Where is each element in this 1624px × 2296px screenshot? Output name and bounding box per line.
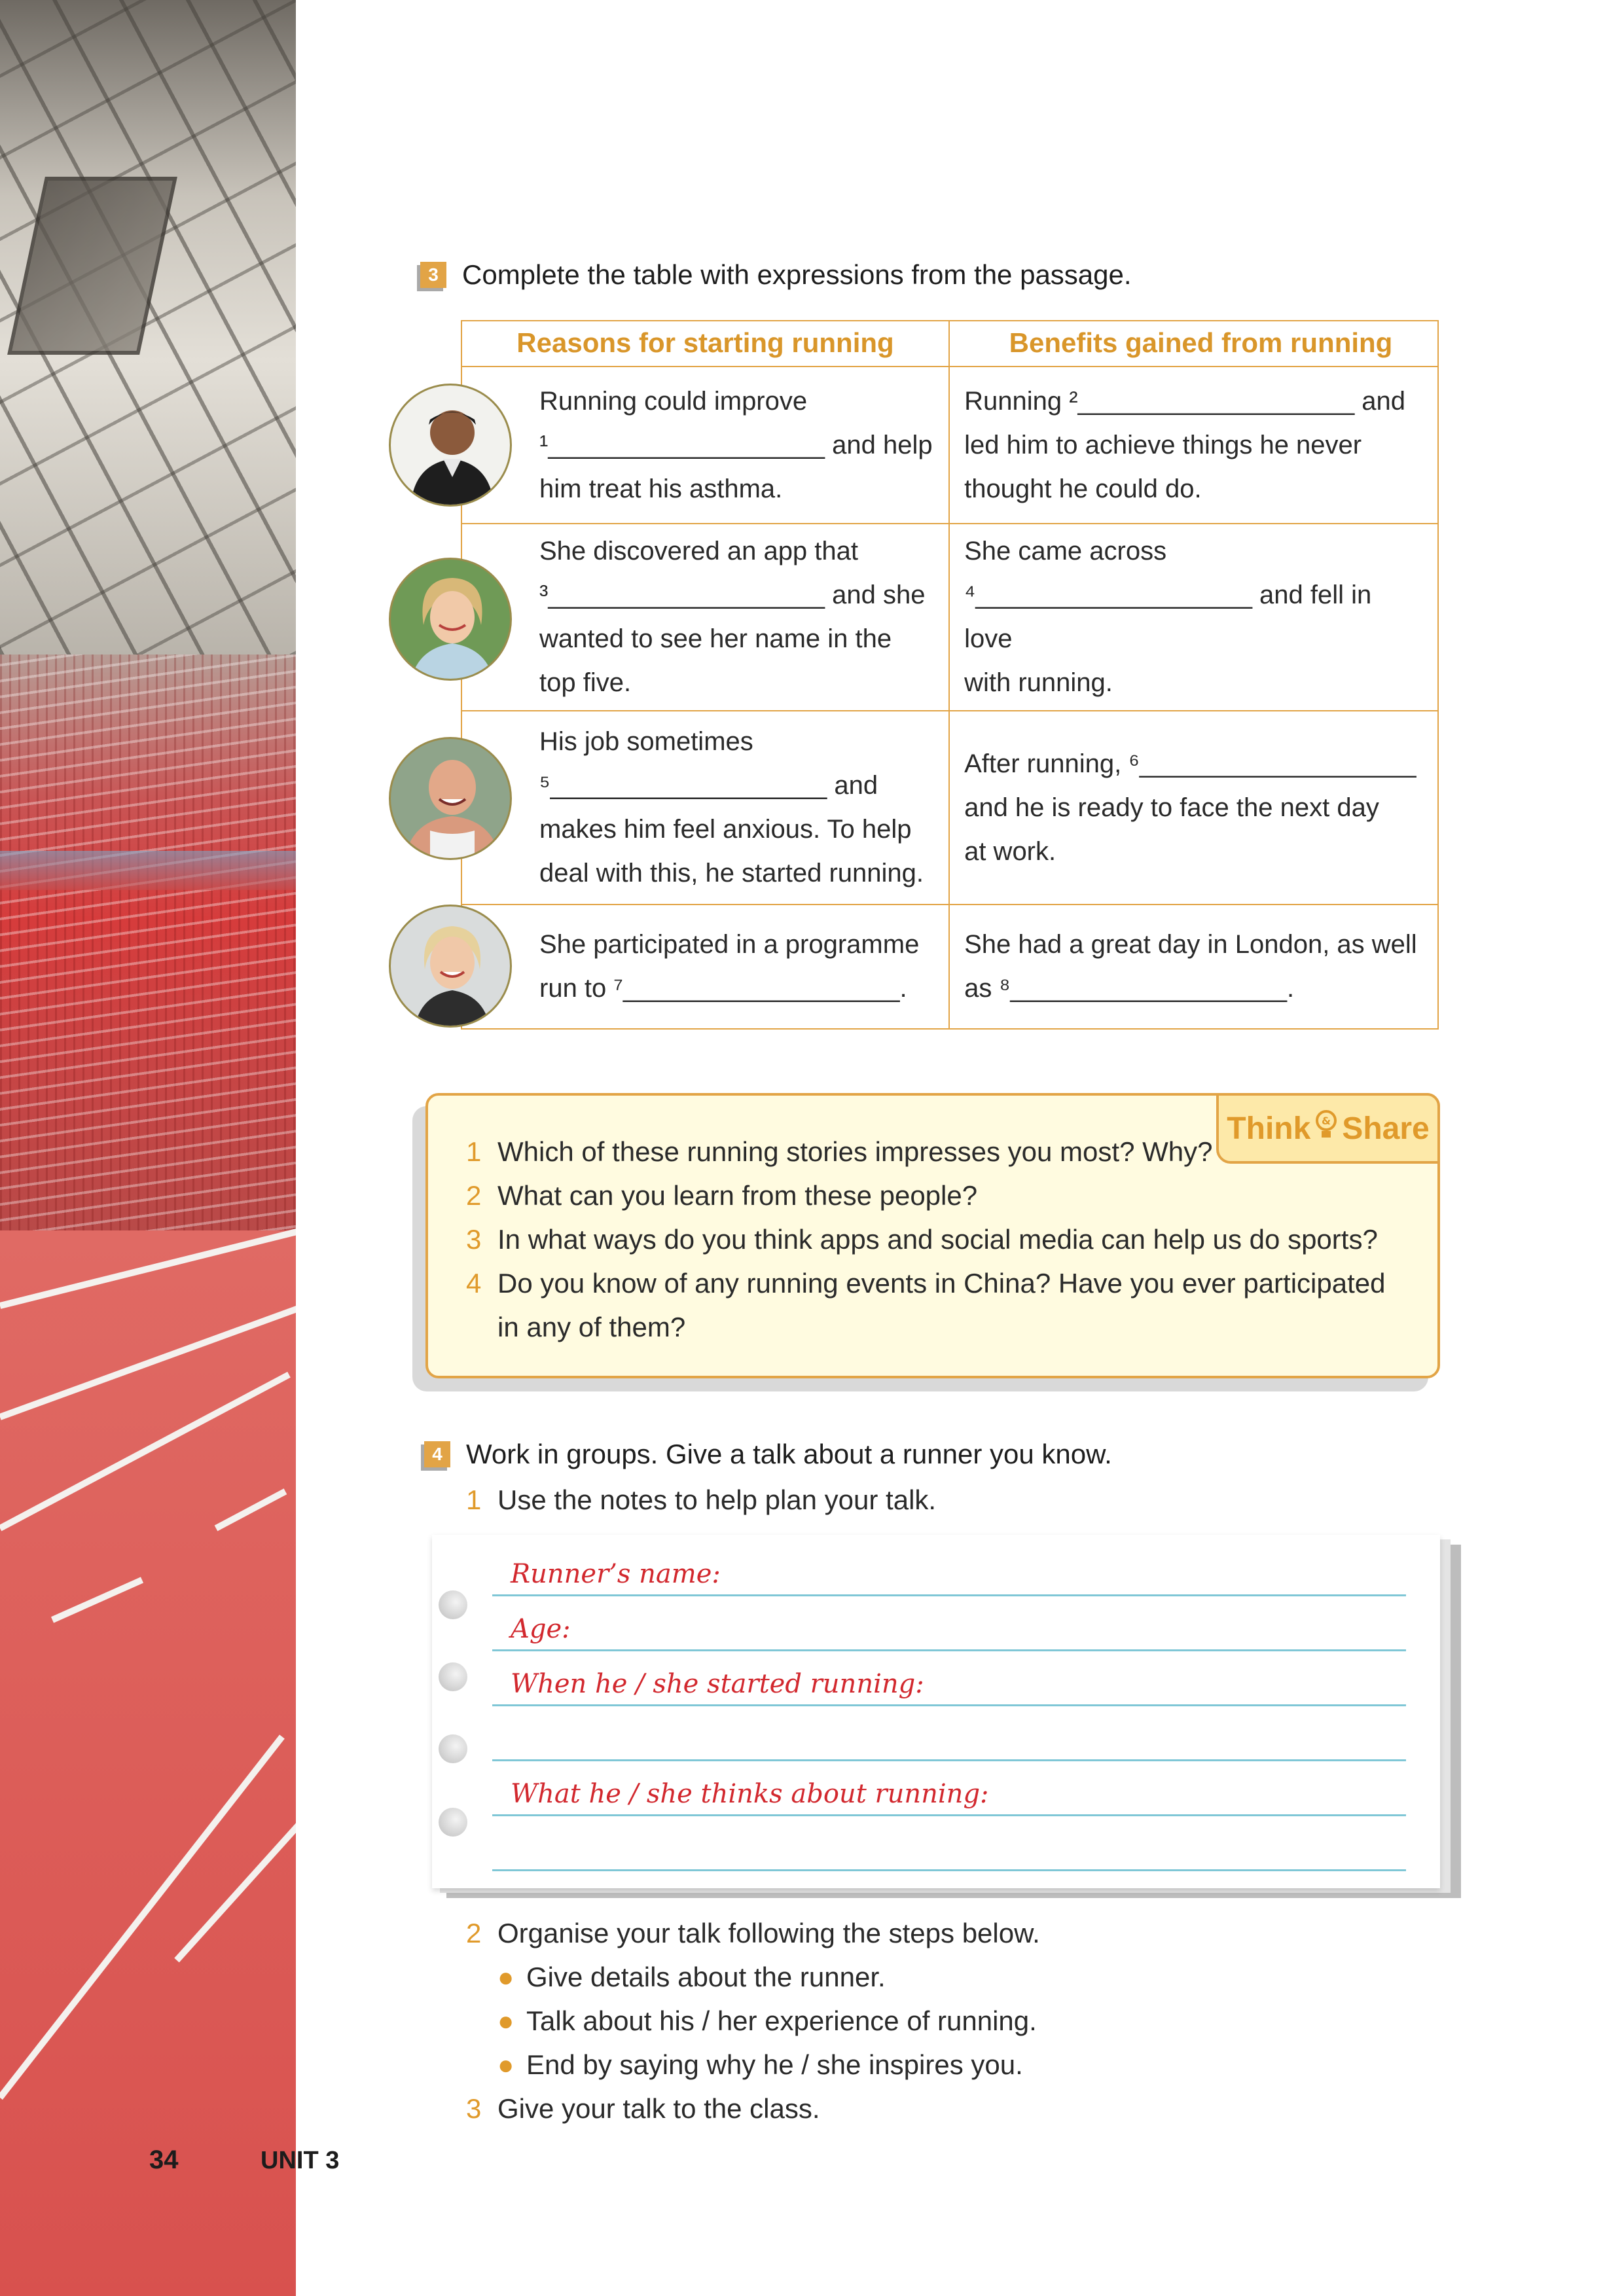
list-item bbox=[466, 2043, 1040, 2087]
question-text: In what ways do you think apps and social media can help us do sports? bbox=[497, 1224, 1378, 1255]
column-header: Reasons for starting running bbox=[462, 321, 950, 366]
column-header: Benefits gained from running bbox=[1009, 327, 1393, 358]
avatar-runner-4 bbox=[389, 905, 512, 1028]
blank-8[interactable]: as ⁸___________________. bbox=[964, 974, 1295, 1003]
started-running-field[interactable]: When he / she started running: bbox=[511, 1669, 924, 1699]
expressions-table bbox=[461, 320, 1439, 1030]
avatar-runner-2 bbox=[389, 558, 512, 681]
list-item bbox=[466, 1217, 1385, 1261]
question-text: Which of these running stories impresses you most? Why? bbox=[497, 1136, 1213, 1167]
cell-line: at work. bbox=[964, 836, 1056, 866]
table-row bbox=[462, 904, 1437, 1028]
blank-5[interactable]: ⁵___________________ and bbox=[539, 771, 878, 800]
cell-line: makes him feel anxious. To help bbox=[539, 815, 912, 844]
binder-hole bbox=[439, 1734, 467, 1763]
age-field[interactable]: Age: bbox=[511, 1614, 571, 1644]
note-line bbox=[492, 1814, 1406, 1816]
thinks-about-running-field[interactable]: What he / she thinks about running: bbox=[511, 1779, 989, 1809]
bullet-icon: ● bbox=[497, 1962, 514, 1992]
binder-hole bbox=[439, 1590, 467, 1619]
blank-6[interactable]: After running, ⁶___________________ bbox=[964, 749, 1416, 778]
stadium-stands bbox=[0, 655, 296, 1244]
exercise-3-instruction bbox=[420, 259, 1132, 291]
bullet-text: Talk about his / her experience of running. bbox=[526, 2005, 1037, 2036]
exercise-number: 4 bbox=[424, 1441, 450, 1467]
reason-cell bbox=[462, 711, 950, 904]
item-number: 2 bbox=[466, 1918, 482, 1948]
list-item bbox=[466, 1999, 1040, 2043]
step-text: Use the notes to help plan your talk. bbox=[497, 1484, 937, 1515]
list-item bbox=[466, 1261, 1385, 1305]
note-line bbox=[492, 1704, 1406, 1706]
step-3 bbox=[466, 2087, 1040, 2130]
reason-cell bbox=[462, 367, 950, 523]
note-line bbox=[492, 1594, 1406, 1596]
instruction-text: Work in groups. Give a talk about a runner you know. bbox=[466, 1439, 1112, 1469]
binder-hole bbox=[439, 1662, 467, 1691]
bullet-text: Give details about the runner. bbox=[526, 1962, 886, 1992]
exercise-4-instruction bbox=[424, 1439, 1112, 1470]
cell-line: She came across bbox=[964, 537, 1167, 565]
step-text: Organise your talk following the steps below. bbox=[497, 1918, 1040, 1948]
benefit-cell bbox=[950, 711, 1437, 904]
table-header-row bbox=[462, 321, 1437, 366]
avatar-runner-1 bbox=[389, 384, 512, 507]
cell-line: and he is ready to face the next day bbox=[964, 793, 1379, 822]
bullet-icon: ● bbox=[497, 2005, 514, 2036]
stadium-photo bbox=[0, 0, 296, 2296]
note-line bbox=[492, 1649, 1406, 1651]
reason-cell bbox=[462, 905, 950, 1028]
item-number: 3 bbox=[466, 2093, 482, 2124]
cell-line: top five. bbox=[539, 668, 632, 697]
list-item bbox=[466, 1305, 1385, 1349]
step-text: Give your talk to the class. bbox=[497, 2093, 820, 2124]
item-number: 1 bbox=[466, 1484, 482, 1515]
cell-line: She discovered an app that bbox=[539, 537, 859, 565]
badge-amp: & bbox=[1322, 1114, 1331, 1127]
stands-band bbox=[0, 851, 296, 890]
benefit-cell bbox=[950, 524, 1437, 710]
blank-7[interactable]: run to ⁷___________________. bbox=[539, 974, 907, 1003]
step-1 bbox=[466, 1478, 936, 1522]
cell-line: with running. bbox=[964, 668, 1113, 697]
item-number: 1 bbox=[466, 1136, 482, 1167]
list-item bbox=[466, 1955, 1040, 1999]
blank-4[interactable]: ⁴___________________ and fell in love bbox=[964, 581, 1372, 653]
item-number: 4 bbox=[466, 1268, 482, 1299]
cell-line: His job sometimes bbox=[539, 727, 753, 756]
step-2 bbox=[466, 1911, 1040, 1955]
blank-3[interactable]: ³___________________ and she bbox=[539, 581, 926, 609]
item-number bbox=[466, 1305, 497, 1349]
table-row bbox=[462, 366, 1437, 523]
reason-cell bbox=[462, 524, 950, 710]
question-text: in any of them? bbox=[497, 1312, 686, 1342]
table-row bbox=[462, 710, 1437, 904]
badge-share: Share bbox=[1342, 1111, 1430, 1146]
cell-line: him treat his asthma. bbox=[539, 474, 783, 503]
binder-hole bbox=[439, 1808, 467, 1837]
blank-2[interactable]: Running ²___________________ and bbox=[964, 386, 1406, 416]
benefit-cell bbox=[950, 367, 1437, 523]
avatar-runner-3 bbox=[389, 737, 512, 860]
list-item bbox=[466, 1130, 1385, 1174]
item-number: 2 bbox=[466, 1180, 482, 1211]
cell-line: deal with this, he started running. bbox=[539, 859, 924, 888]
exercise-number: 3 bbox=[420, 262, 446, 288]
cell-line: led him to achieve things he never bbox=[964, 430, 1362, 459]
table-row bbox=[462, 523, 1437, 710]
blank-1[interactable]: ¹___________________ and help bbox=[539, 430, 933, 459]
item-number: 3 bbox=[466, 1224, 482, 1255]
bullet-text: End by saying why he / she inspires you. bbox=[526, 2049, 1023, 2080]
note-line bbox=[492, 1759, 1406, 1761]
benefit-cell bbox=[950, 905, 1437, 1028]
cell-line: She had a great day in London, as well bbox=[964, 930, 1417, 959]
cell-line: Running could improve bbox=[539, 386, 808, 416]
cell-line: She participated in a programme bbox=[539, 930, 920, 959]
bullet-icon: ● bbox=[497, 2049, 514, 2080]
question-text: Do you know of any running events in China? Have you ever participated bbox=[497, 1268, 1386, 1299]
runner-name-field[interactable]: Runner’s name: bbox=[511, 1559, 721, 1589]
badge-think: Think bbox=[1227, 1111, 1311, 1146]
page-number: 34 bbox=[149, 2145, 179, 2174]
instruction-text: Complete the table with expressions from the passage. bbox=[462, 259, 1132, 290]
talk-steps bbox=[466, 1911, 1040, 2130]
question-text: What can you learn from these people? bbox=[497, 1180, 978, 1211]
unit-label: UNIT 3 bbox=[261, 2147, 340, 2174]
cell-line: wanted to see her name in the bbox=[539, 624, 892, 653]
note-line bbox=[492, 1869, 1406, 1871]
think-share-questions bbox=[466, 1130, 1385, 1349]
cell-line: thought he could do. bbox=[964, 474, 1202, 503]
list-item bbox=[466, 1174, 1385, 1217]
